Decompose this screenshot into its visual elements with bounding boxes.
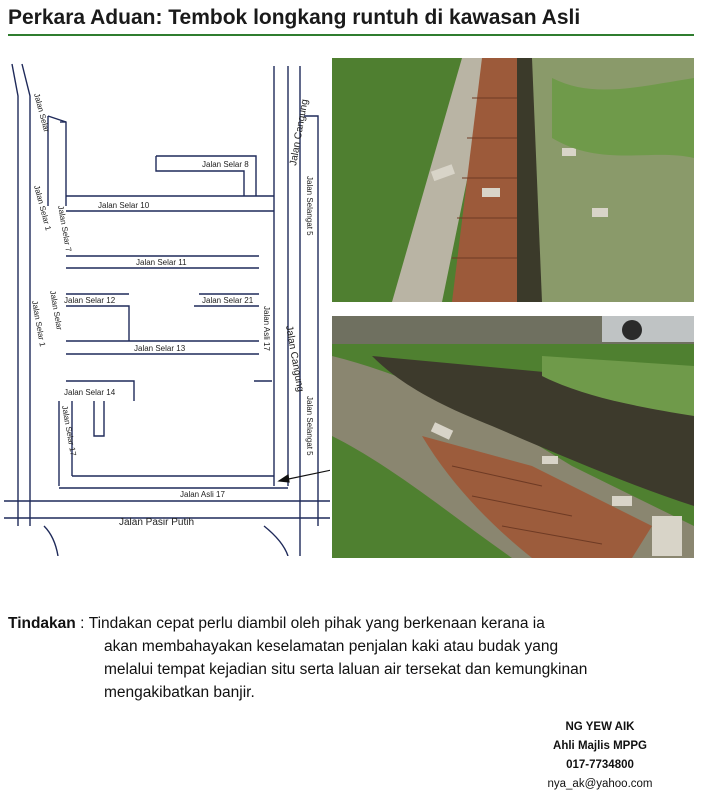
action-label: Tindakan xyxy=(8,615,76,632)
signature-name: NG YEW AIK xyxy=(565,721,635,733)
label-jalan-selar-13: Jalan Selar 13 xyxy=(134,344,186,353)
action-line-3: melalui tempat kejadian situ serta laluan air tersekat dan kemungkinan xyxy=(104,661,588,678)
label-jalan-selar-12: Jalan Selar 12 xyxy=(64,296,116,305)
label-jalan-selar-1: Jalan Selar 1 xyxy=(32,184,53,232)
action-separator: : xyxy=(80,615,85,632)
label-jalan-cangung: Jalan Cangung xyxy=(283,324,306,393)
label-jalan-cangung-top: Jalan Cangung xyxy=(288,98,311,167)
signature-phone: 017-7734800 xyxy=(566,759,634,771)
action-line-4: mengakibatkan banjir. xyxy=(104,684,255,701)
label-jalan-selar-b: Jalan Selar xyxy=(48,289,64,331)
action-section xyxy=(8,612,698,704)
label-jalan-selar: Jalan Selar xyxy=(32,92,52,134)
signature-block xyxy=(520,718,680,794)
label-jalan-selar-1-b: Jalan Selar 1 xyxy=(30,299,48,348)
label-jalan-selar-21: Jalan Selar 21 xyxy=(202,296,254,305)
label-jalan-selangat-5-top: Jalan Selangat 5 xyxy=(305,176,314,236)
label-jalan-pasir-putih: Jalan Pasir Putih xyxy=(119,517,195,528)
label-jalan-selar-17: Jalan Selar 17 xyxy=(60,404,78,457)
location-arrow xyxy=(279,446,330,482)
label-jalan-asli-17-vertical: Jalan Asli 17 xyxy=(262,306,271,351)
street-map xyxy=(4,56,330,556)
site-photo-2 xyxy=(332,316,694,558)
label-jalan-selar-11: Jalan Selar 11 xyxy=(136,258,187,267)
site-photo-1 xyxy=(332,58,694,302)
label-jalan-selar-10: Jalan Selar 10 xyxy=(98,201,150,210)
label-jalan-selar-14: Jalan Selar 14 xyxy=(64,388,116,397)
label-jalan-selar-7: Jalan Selar 7 xyxy=(56,204,74,253)
label-jalan-selangat-5: Jalan Selangat 5 xyxy=(305,396,314,456)
signature-position: Ahli Majlis MPPG xyxy=(553,740,647,752)
label-jalan-asli-17: Jalan Asli 17 xyxy=(180,490,225,499)
page-title: Perkara Aduan: Tembok longkang runtuh di kawasan Asli xyxy=(8,6,694,36)
signature-email: nya_ak@yahoo.com xyxy=(547,778,653,790)
action-line-1: Tindakan cepat perlu diambil oleh pihak yang berkenaan kerana ia xyxy=(88,615,545,632)
label-jalan-selar-8: Jalan Selar 8 xyxy=(202,160,249,169)
action-line-2: akan membahayakan keselamatan penjalan kaki atau budak yang xyxy=(104,638,559,655)
